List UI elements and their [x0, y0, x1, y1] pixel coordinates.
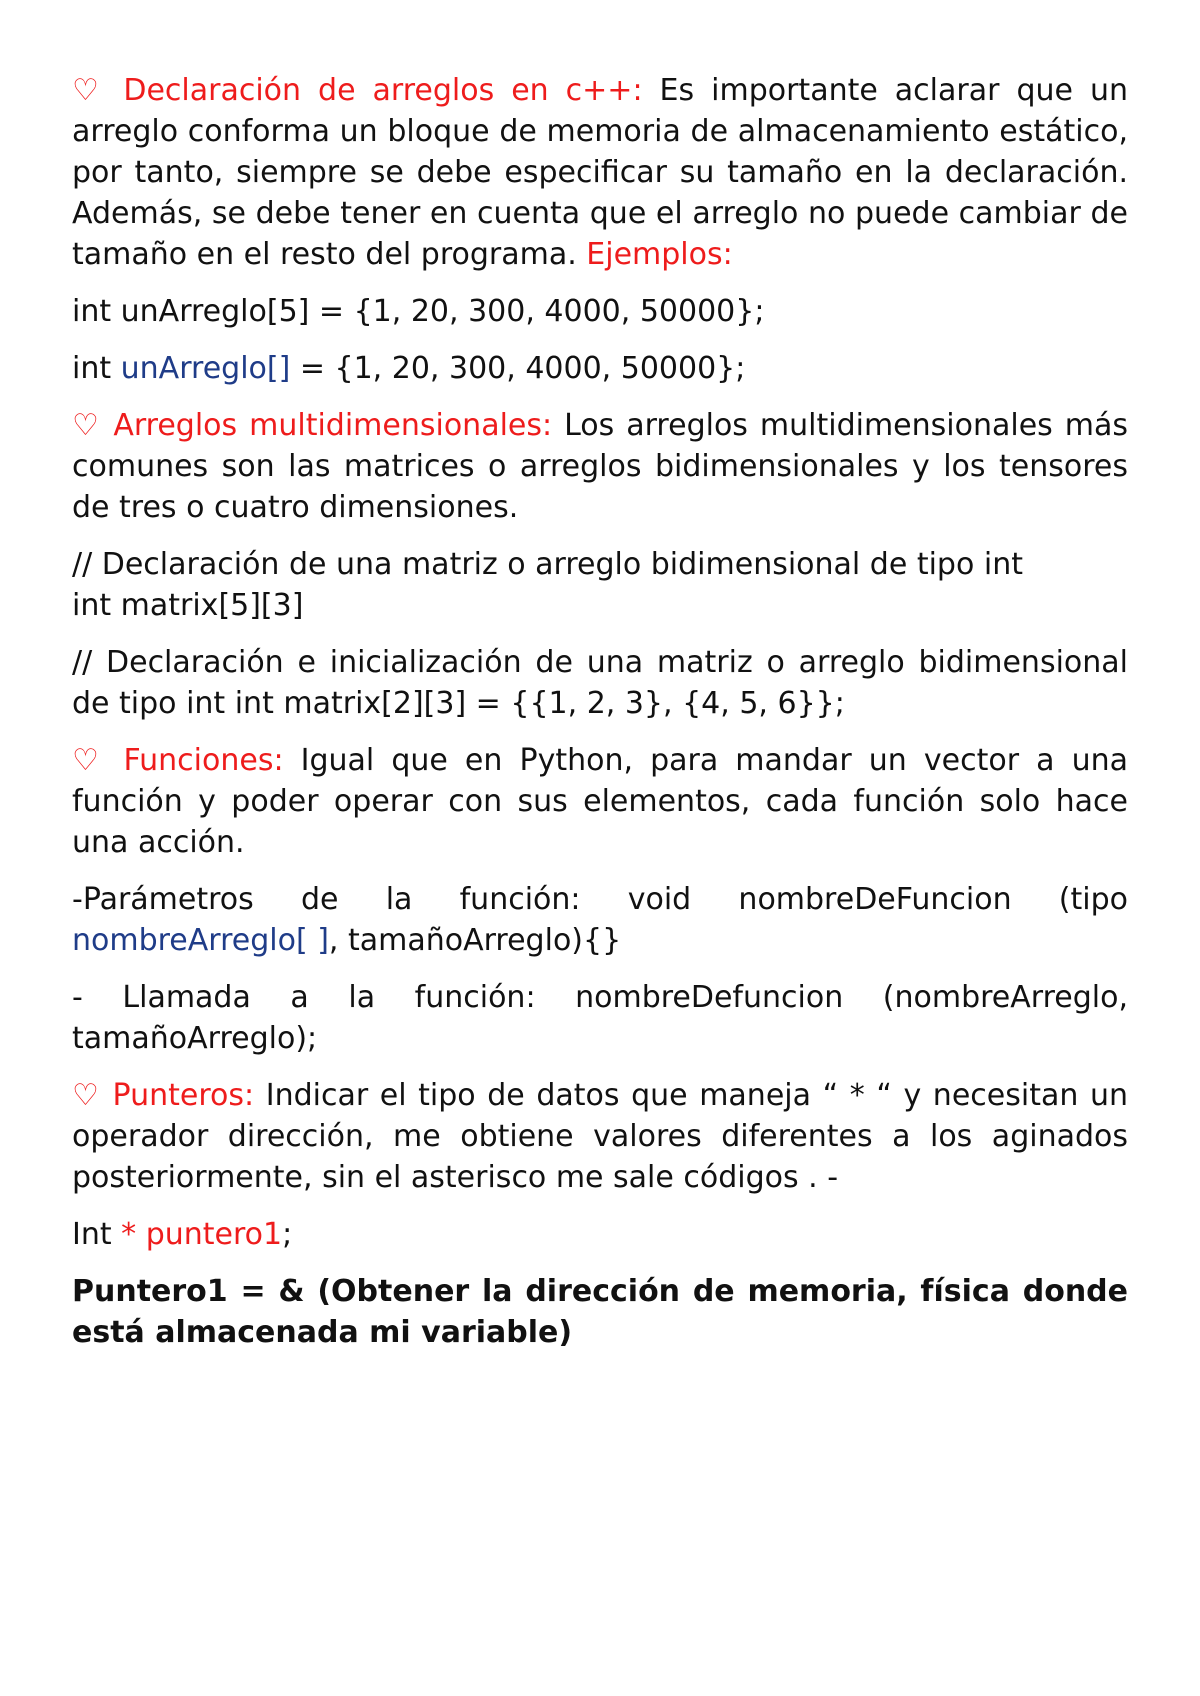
text-arrays-declaration: Es importante aclarar que un arreglo conforma un bloque de memoria de almacenamiento estático, por tanto, siempre se debe especificar su tamaño en la declaración. Además, se debe tener en cuenta que el arreglo no puede cambiar de tamaño en el resto del programa.	[72, 73, 1128, 272]
paragraph-functions	[72, 740, 1128, 863]
heart-icon: ♡	[72, 408, 102, 443]
text-pointers: Indicar el tipo de datos que maneja “ * “ y necesitan un operador dirección, me obtiene valores diferentes a los aginados posteriormente, sin el asterisco me sale códigos . -	[72, 1078, 1128, 1195]
heart-icon: ♡	[72, 73, 107, 108]
pointer-name: puntero1	[136, 1217, 283, 1252]
code-example-2	[72, 348, 1128, 389]
heading-multidimensional: Arreglos multidimensionales:	[113, 408, 553, 443]
paragraph-arrays-declaration	[72, 70, 1128, 275]
params-pre: -Parámetros de la función: void nombreDeFuncion (tipo	[72, 882, 1128, 917]
paragraph-pointer-address: Puntero1 = & (Obtener la dirección de memoria, física donde está almacenada mi variable)	[72, 1274, 1128, 1350]
heart-icon: ♡	[72, 743, 107, 778]
text-multidimensional: Los arreglos multidimensionales más comunes son las matrices o arreglos bidimensionales y los tensores de tres o cuatro dimensiones.	[72, 408, 1128, 525]
heart-icon: ♡	[72, 1078, 101, 1113]
pointer-type: Int	[72, 1217, 122, 1252]
comment-line-1: // Declaración de una matriz o arreglo bidimensional de tipo int	[72, 547, 1023, 582]
heading-functions: Funciones:	[123, 743, 284, 778]
heading-pointers: Punteros:	[112, 1078, 255, 1113]
params-post: , tamañoArreglo){}	[328, 923, 622, 958]
paragraph-function-call: - Llamada a la función: nombreDefuncion (nombreArreglo, tamañoArreglo);	[72, 980, 1128, 1056]
code-example-2-type: int	[72, 351, 121, 386]
pointer-star: *	[121, 1217, 137, 1252]
comment-matrix-declaration	[72, 544, 1128, 626]
heading-arrays-declaration: Declaración de arreglos en c++:	[123, 73, 643, 108]
paragraph-pointers	[72, 1075, 1128, 1198]
code-example-1: int unArreglo[5] = {1, 20, 300, 4000, 50000};	[72, 294, 765, 329]
code-pointer-declaration	[72, 1214, 1128, 1255]
comment-matrix-initialization: // Declaración e inicialización de una matriz o arreglo bidimensional de tipo int int matrix[2][3] = {{1, 2, 3}, {4, 5, 6}};	[72, 645, 1128, 721]
comment-line-2: int matrix[5][3]	[72, 588, 304, 623]
paragraph-multidimensional	[72, 405, 1128, 528]
text-functions: Igual que en Python, para mandar un vector a una función y poder operar con sus elementos, cada función solo hace una acción.	[72, 743, 1128, 860]
pointer-semicolon: ;	[282, 1217, 293, 1252]
code-example-2-name: unArreglo[]	[120, 351, 291, 386]
examples-label: Ejemplos:	[586, 237, 733, 272]
code-example-2-values: = {1, 20, 300, 4000, 50000};	[290, 351, 746, 386]
params-array-name: nombreArreglo[ ]	[72, 923, 329, 958]
paragraph-parameters	[72, 879, 1128, 961]
